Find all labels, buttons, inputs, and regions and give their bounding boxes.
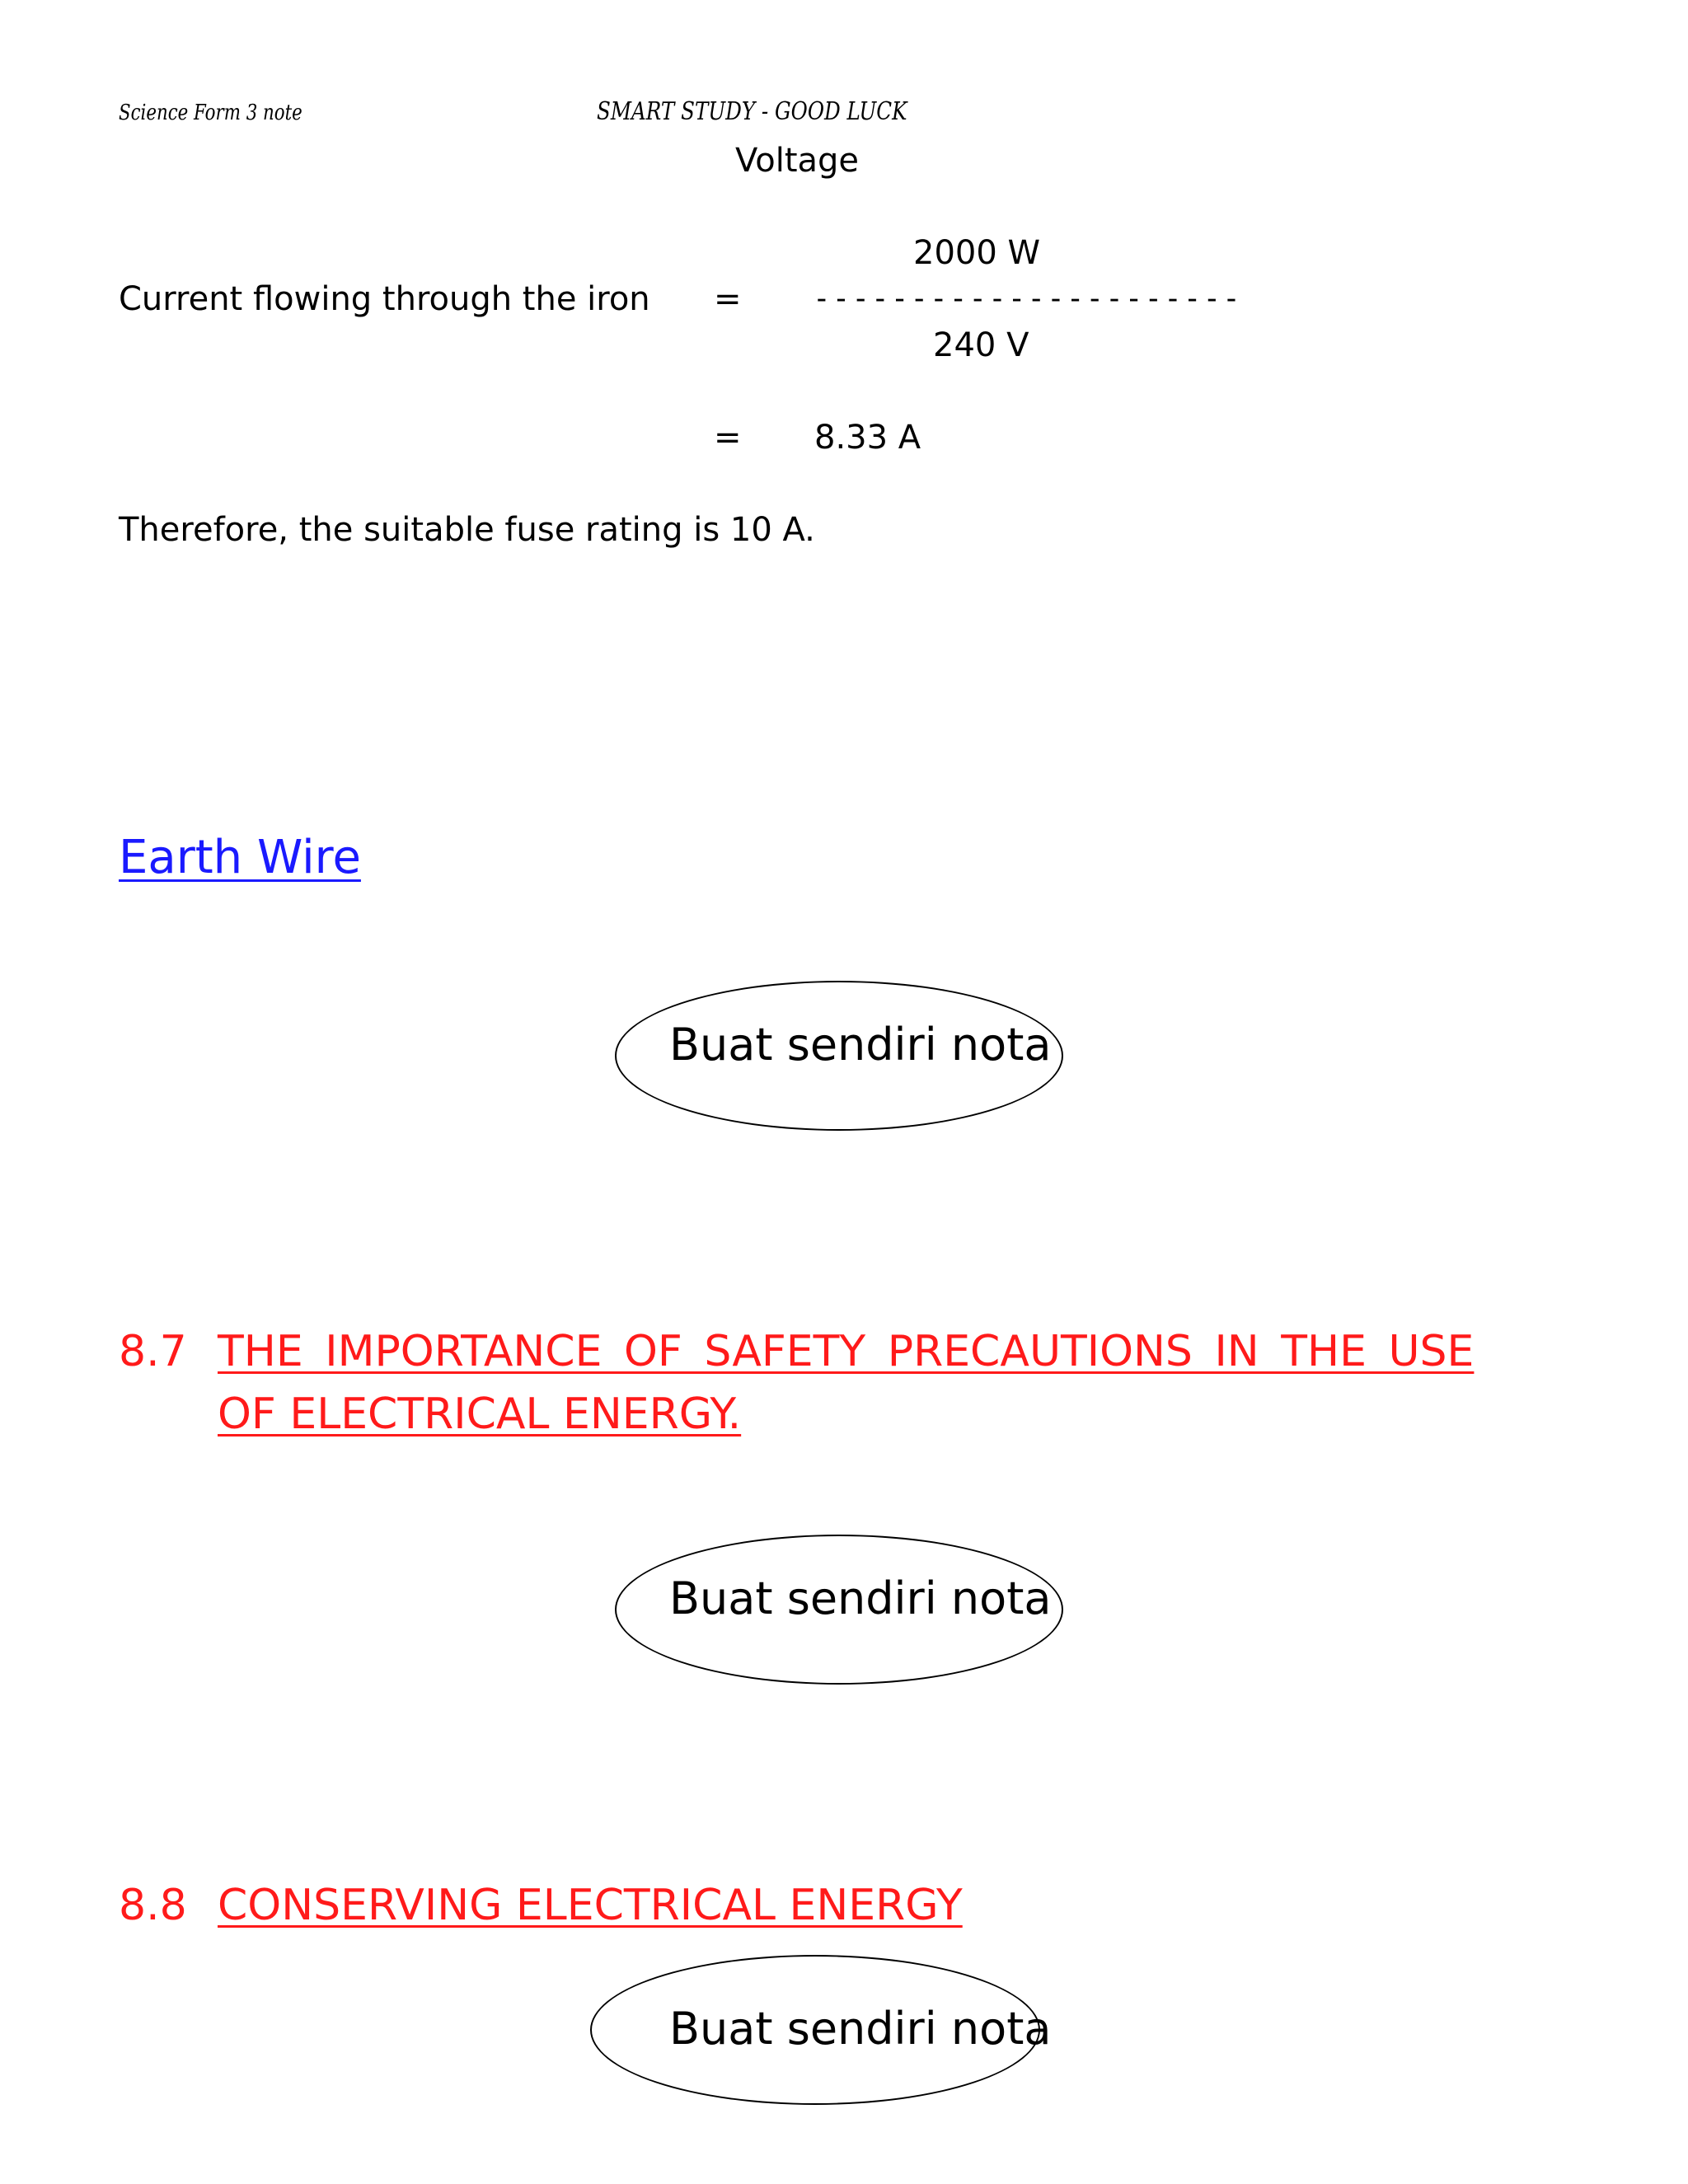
section-8-8-number: 8.8 <box>119 1881 187 1930</box>
header-left-title: Science Form 3 note <box>119 101 302 125</box>
header-center-title: SMART STUDY - GOOD LUCK <box>597 97 907 126</box>
calc-result: 8.33 A <box>814 419 921 457</box>
section-8-8-title: CONSERVING ELECTRICAL ENERGY <box>218 1881 963 1930</box>
calc-conclusion: Therefore, the suitable fuse rating is 10 A. <box>119 511 815 549</box>
section-8-7-title-line1: THE IMPORTANCE OF SAFETY PRECAUTIONS IN THE USE <box>218 1327 1475 1376</box>
calc-voltage-label: Voltage <box>735 142 860 180</box>
calc-equals-1: = <box>714 280 742 318</box>
earth-wire-heading: Earth Wire <box>119 831 361 884</box>
calc-equals-2: = <box>714 419 742 457</box>
calc-denominator: 240 V <box>933 326 1029 364</box>
section-8-8-note-text: Buat sendiri nota <box>669 2003 1052 2055</box>
calc-lhs-label: Current flowing through the iron <box>119 280 650 318</box>
calc-fraction-line: ---------------------- <box>813 282 1242 316</box>
section-8-7-note-text: Buat sendiri nota <box>669 1572 1052 1624</box>
earth-wire-note-text: Buat sendiri nota <box>669 1019 1052 1071</box>
section-8-7-number: 8.7 <box>119 1327 187 1376</box>
section-8-7-title-line2: OF ELECTRICAL ENERGY. <box>218 1390 742 1439</box>
calc-numerator: 2000 W <box>913 234 1041 272</box>
